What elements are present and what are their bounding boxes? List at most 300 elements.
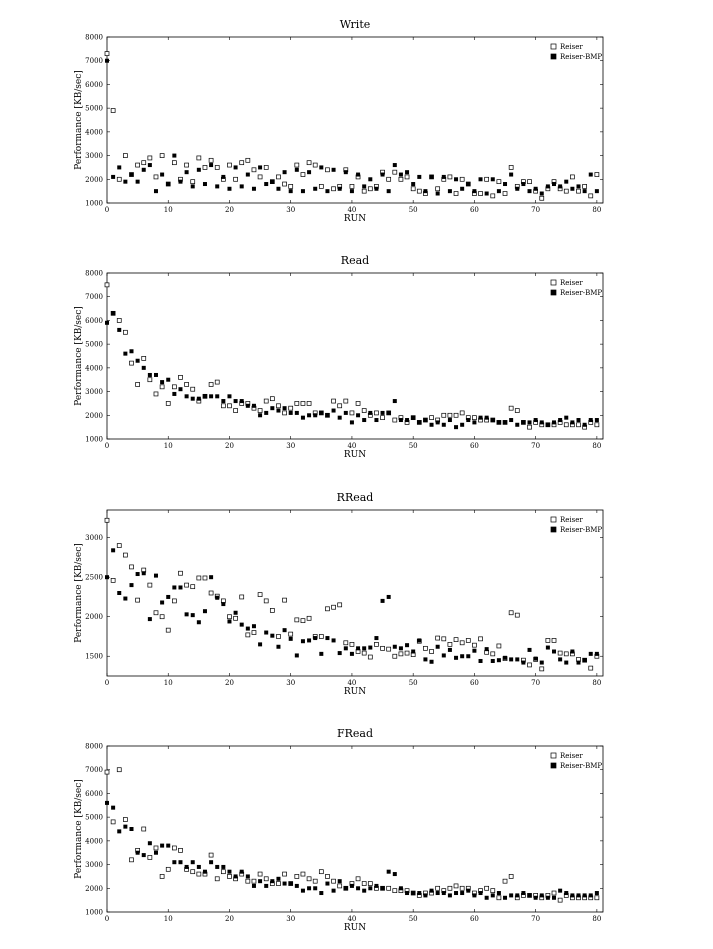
- data-point: [105, 321, 109, 325]
- data-point: [423, 657, 427, 661]
- data-point: [234, 177, 238, 181]
- data-point: [197, 156, 201, 160]
- legend-swatch: [551, 753, 556, 758]
- y-tick-label: 2000: [85, 884, 103, 893]
- data-point: [191, 184, 195, 188]
- data-point: [540, 661, 544, 665]
- data-point: [178, 571, 182, 575]
- data-point: [540, 667, 544, 671]
- data-point: [160, 844, 164, 848]
- data-point: [252, 624, 256, 628]
- data-point: [191, 387, 195, 391]
- x-axis-label: RUN: [343, 923, 367, 933]
- data-point: [344, 170, 348, 174]
- data-point: [564, 423, 568, 427]
- data-point: [252, 879, 256, 883]
- data-point: [368, 177, 372, 181]
- data-point: [491, 893, 495, 897]
- data-point: [350, 642, 354, 646]
- data-point: [460, 187, 464, 191]
- x-axis-label: RUN: [343, 687, 367, 697]
- x-tick-label: 70: [531, 915, 541, 923]
- data-point: [325, 636, 329, 640]
- data-point: [332, 889, 336, 893]
- data-point: [191, 585, 195, 589]
- data-point: [105, 283, 109, 287]
- data-point: [362, 651, 366, 655]
- data-point: [417, 420, 421, 424]
- data-point: [283, 411, 287, 415]
- data-point: [129, 565, 133, 569]
- data-point: [460, 423, 464, 427]
- data-point: [362, 409, 366, 413]
- series-reiser: [105, 52, 599, 201]
- data-point: [332, 168, 336, 172]
- data-point: [344, 641, 348, 645]
- data-point: [393, 889, 397, 893]
- data-point: [387, 177, 391, 181]
- series-reiser: [105, 518, 599, 671]
- data-point: [442, 653, 446, 657]
- data-point: [283, 406, 287, 410]
- data-point: [270, 634, 274, 638]
- data-point: [362, 184, 366, 188]
- data-point: [356, 886, 360, 890]
- data-point: [570, 649, 574, 653]
- x-tick-label: 50: [408, 915, 418, 923]
- data-point: [393, 399, 397, 403]
- data-point: [307, 616, 311, 620]
- data-point: [160, 385, 164, 389]
- data-point: [258, 879, 262, 883]
- data-point: [197, 620, 201, 624]
- data-point: [552, 638, 556, 642]
- data-point: [313, 163, 317, 167]
- data-point: [460, 654, 464, 658]
- data-point: [252, 631, 256, 635]
- data-point: [381, 886, 385, 890]
- data-point: [466, 654, 470, 658]
- y-tick-label: 7000: [85, 766, 103, 775]
- data-point: [215, 165, 219, 169]
- data-point: [240, 595, 244, 599]
- data-point: [295, 874, 299, 878]
- data-point: [595, 896, 599, 900]
- data-point: [197, 168, 201, 172]
- data-point: [546, 896, 550, 900]
- data-point: [436, 187, 440, 191]
- data-point: [589, 893, 593, 897]
- data-point: [154, 189, 158, 193]
- data-point: [528, 425, 532, 429]
- data-point: [221, 399, 225, 403]
- data-point: [276, 634, 280, 638]
- data-point: [227, 870, 231, 874]
- data-point: [117, 177, 121, 181]
- data-point: [209, 860, 213, 864]
- data-point: [246, 627, 250, 631]
- data-point: [185, 394, 189, 398]
- data-point: [246, 404, 250, 408]
- data-point: [521, 420, 525, 424]
- y-tick-label: 2000: [85, 613, 103, 622]
- x-tick-label: 0: [104, 679, 110, 687]
- data-point: [185, 583, 189, 587]
- data-point: [117, 829, 121, 833]
- data-point: [448, 886, 452, 890]
- data-point: [521, 182, 525, 186]
- data-point: [411, 891, 415, 895]
- data-point: [246, 158, 250, 162]
- data-point: [142, 571, 146, 575]
- data-point: [289, 184, 293, 188]
- chart-panel-read: [74, 254, 603, 460]
- data-point: [313, 413, 317, 417]
- data-point: [276, 187, 280, 191]
- data-point: [301, 872, 305, 876]
- data-point: [203, 870, 207, 874]
- data-point: [185, 382, 189, 386]
- data-point: [276, 175, 280, 179]
- legend-swatch: [551, 517, 556, 522]
- data-point: [129, 349, 133, 353]
- data-point: [387, 870, 391, 874]
- data-point: [436, 192, 440, 196]
- series-reiser: [105, 768, 599, 902]
- chart-title: Write: [339, 18, 371, 31]
- data-point: [264, 884, 268, 888]
- data-point: [448, 648, 452, 652]
- data-point: [105, 52, 109, 56]
- data-point: [301, 173, 305, 177]
- y-tick-label: 3000: [85, 861, 103, 870]
- data-point: [203, 165, 207, 169]
- data-point: [307, 877, 311, 881]
- data-point: [393, 170, 397, 174]
- data-point: [276, 404, 280, 408]
- data-point: [307, 638, 311, 642]
- data-point: [595, 891, 599, 895]
- data-point: [129, 827, 133, 831]
- data-point: [240, 184, 244, 188]
- data-point: [362, 646, 366, 650]
- data-point: [417, 175, 421, 179]
- data-point: [479, 192, 483, 196]
- data-point: [148, 583, 152, 587]
- data-point: [148, 855, 152, 859]
- data-point: [509, 165, 513, 169]
- data-point: [534, 418, 538, 422]
- data-point: [399, 652, 403, 656]
- data-point: [442, 413, 446, 417]
- data-point: [319, 652, 323, 656]
- data-point: [387, 886, 391, 890]
- data-point: [154, 611, 158, 615]
- data-point: [276, 877, 280, 881]
- data-point: [497, 658, 501, 662]
- data-point: [479, 891, 483, 895]
- data-point: [264, 411, 268, 415]
- data-point: [491, 177, 495, 181]
- data-point: [227, 394, 231, 398]
- y-tick-label: 2000: [85, 175, 103, 184]
- data-point: [497, 180, 501, 184]
- data-point: [368, 886, 372, 890]
- data-point: [258, 593, 262, 597]
- data-point: [215, 380, 219, 384]
- x-tick-label: 80: [592, 915, 602, 923]
- y-tick-label: 8000: [85, 33, 103, 42]
- data-point: [405, 891, 409, 895]
- data-point: [387, 647, 391, 651]
- x-tick-label: 70: [531, 206, 541, 214]
- data-point: [148, 378, 152, 382]
- data-point: [368, 411, 372, 415]
- data-point: [387, 411, 391, 415]
- data-point: [307, 401, 311, 405]
- data-point: [411, 416, 415, 420]
- data-point: [362, 889, 366, 893]
- data-point: [221, 602, 225, 606]
- data-point: [117, 544, 121, 548]
- data-point: [209, 163, 213, 167]
- data-point: [215, 865, 219, 869]
- data-point: [295, 884, 299, 888]
- data-point: [123, 553, 127, 557]
- y-tick-label: 1000: [85, 199, 103, 208]
- data-point: [178, 585, 182, 589]
- data-point: [534, 657, 538, 661]
- data-point: [381, 416, 385, 420]
- data-point: [166, 182, 170, 186]
- data-point: [234, 616, 238, 620]
- data-point: [227, 874, 231, 878]
- data-point: [142, 366, 146, 370]
- data-point: [221, 404, 225, 408]
- x-tick-label: 10: [163, 206, 173, 214]
- data-point: [430, 660, 434, 664]
- data-point: [166, 628, 170, 632]
- data-point: [454, 656, 458, 660]
- data-point: [485, 896, 489, 900]
- x-tick-label: 80: [592, 679, 602, 687]
- data-point: [595, 423, 599, 427]
- data-point: [197, 872, 201, 876]
- data-point: [227, 187, 231, 191]
- data-point: [515, 657, 519, 661]
- x-tick-label: 30: [286, 915, 296, 923]
- y-tick-label: 8000: [85, 742, 103, 751]
- chart-title: RRead: [336, 491, 374, 504]
- data-point: [583, 893, 587, 897]
- data-point: [136, 851, 140, 855]
- data-point: [283, 182, 287, 186]
- data-point: [564, 891, 568, 895]
- data-point: [246, 173, 250, 177]
- data-point: [319, 891, 323, 895]
- data-point: [509, 657, 513, 661]
- data-point: [301, 889, 305, 893]
- x-tick-label: 40: [347, 442, 357, 450]
- x-tick-label: 60: [469, 442, 479, 450]
- data-point: [227, 404, 231, 408]
- data-point: [313, 636, 317, 640]
- data-point: [203, 576, 207, 580]
- data-point: [497, 420, 501, 424]
- data-point: [264, 599, 268, 603]
- data-point: [356, 401, 360, 405]
- data-point: [362, 189, 366, 193]
- y-axis-label: Performance [KB/sec]: [74, 543, 84, 643]
- data-point: [387, 595, 391, 599]
- data-point: [528, 189, 532, 193]
- data-point: [172, 585, 176, 589]
- data-point: [221, 870, 225, 874]
- data-point: [430, 649, 434, 653]
- legend-swatch: [551, 290, 556, 295]
- data-point: [472, 643, 476, 647]
- data-point: [509, 611, 513, 615]
- x-tick-label: 70: [531, 442, 541, 450]
- data-point: [344, 399, 348, 403]
- data-point: [185, 612, 189, 616]
- data-point: [497, 891, 501, 895]
- data-point: [479, 637, 483, 641]
- y-tick-label: 1000: [85, 908, 103, 917]
- data-point: [136, 382, 140, 386]
- data-point: [148, 163, 152, 167]
- data-point: [289, 632, 293, 636]
- data-point: [528, 180, 532, 184]
- data-point: [497, 896, 501, 900]
- data-point: [215, 877, 219, 881]
- series-reiser-bmp: [105, 59, 599, 196]
- data-point: [264, 165, 268, 169]
- data-point: [485, 177, 489, 181]
- data-point: [454, 413, 458, 417]
- data-point: [307, 413, 311, 417]
- data-point: [136, 180, 140, 184]
- data-point: [460, 411, 464, 415]
- series-reiser-bmp: [105, 548, 599, 664]
- data-point: [283, 872, 287, 876]
- data-point: [589, 418, 593, 422]
- data-point: [423, 418, 427, 422]
- legend-swatch: [551, 44, 556, 49]
- data-point: [374, 411, 378, 415]
- data-point: [209, 575, 213, 579]
- data-point: [466, 418, 470, 422]
- data-point: [178, 387, 182, 391]
- data-point: [454, 891, 458, 895]
- data-point: [276, 409, 280, 413]
- data-point: [209, 853, 213, 857]
- data-point: [111, 175, 115, 179]
- data-point: [393, 654, 397, 658]
- data-point: [417, 189, 421, 193]
- data-point: [252, 168, 256, 172]
- data-point: [142, 168, 146, 172]
- data-point: [289, 411, 293, 415]
- data-point: [338, 884, 342, 888]
- data-point: [197, 576, 201, 580]
- data-point: [209, 394, 213, 398]
- data-point: [215, 596, 219, 600]
- data-point: [595, 418, 599, 422]
- data-point: [123, 597, 127, 601]
- data-point: [105, 575, 109, 579]
- data-point: [172, 392, 176, 396]
- data-point: [503, 896, 507, 900]
- data-point: [258, 165, 262, 169]
- data-point: [332, 638, 336, 642]
- data-point: [191, 860, 195, 864]
- chart-panel-rread: [74, 491, 603, 697]
- data-point: [503, 182, 507, 186]
- data-point: [564, 189, 568, 193]
- legend-label: Reiser: [560, 516, 583, 524]
- data-point: [154, 574, 158, 578]
- data-point: [154, 851, 158, 855]
- y-tick-label: 8000: [85, 269, 103, 278]
- legend-swatch: [551, 763, 556, 768]
- data-point: [246, 633, 250, 637]
- data-point: [289, 406, 293, 410]
- data-point: [142, 161, 146, 165]
- data-point: [246, 879, 250, 883]
- data-point: [497, 189, 501, 193]
- data-point: [246, 874, 250, 878]
- data-point: [552, 420, 556, 424]
- data-point: [154, 373, 158, 377]
- data-point: [399, 173, 403, 177]
- data-point: [185, 163, 189, 167]
- x-tick-label: 40: [347, 679, 357, 687]
- data-point: [117, 591, 121, 595]
- data-point: [209, 158, 213, 162]
- data-point: [521, 891, 525, 895]
- data-point: [172, 860, 176, 864]
- x-tick-label: 60: [469, 206, 479, 214]
- data-point: [283, 598, 287, 602]
- data-point: [307, 886, 311, 890]
- data-point: [570, 187, 574, 191]
- data-point: [191, 180, 195, 184]
- data-point: [393, 418, 397, 422]
- data-point: [460, 177, 464, 181]
- data-point: [301, 189, 305, 193]
- data-point: [129, 173, 133, 177]
- data-point: [313, 187, 317, 191]
- data-point: [111, 109, 115, 113]
- data-point: [577, 189, 581, 193]
- data-point: [142, 356, 146, 360]
- data-point: [411, 649, 415, 653]
- x-tick-label: 70: [531, 679, 541, 687]
- data-point: [123, 154, 127, 158]
- data-point: [325, 607, 329, 611]
- data-point: [528, 663, 532, 667]
- data-point: [540, 192, 544, 196]
- data-point: [497, 644, 501, 648]
- data-point: [577, 423, 581, 427]
- data-point: [577, 184, 581, 188]
- data-point: [325, 874, 329, 878]
- y-axis-label: Performance [KB/sec]: [74, 306, 84, 406]
- data-point: [558, 184, 562, 188]
- data-point: [528, 420, 532, 424]
- legend-label: Reiser-BMP: [560, 526, 603, 534]
